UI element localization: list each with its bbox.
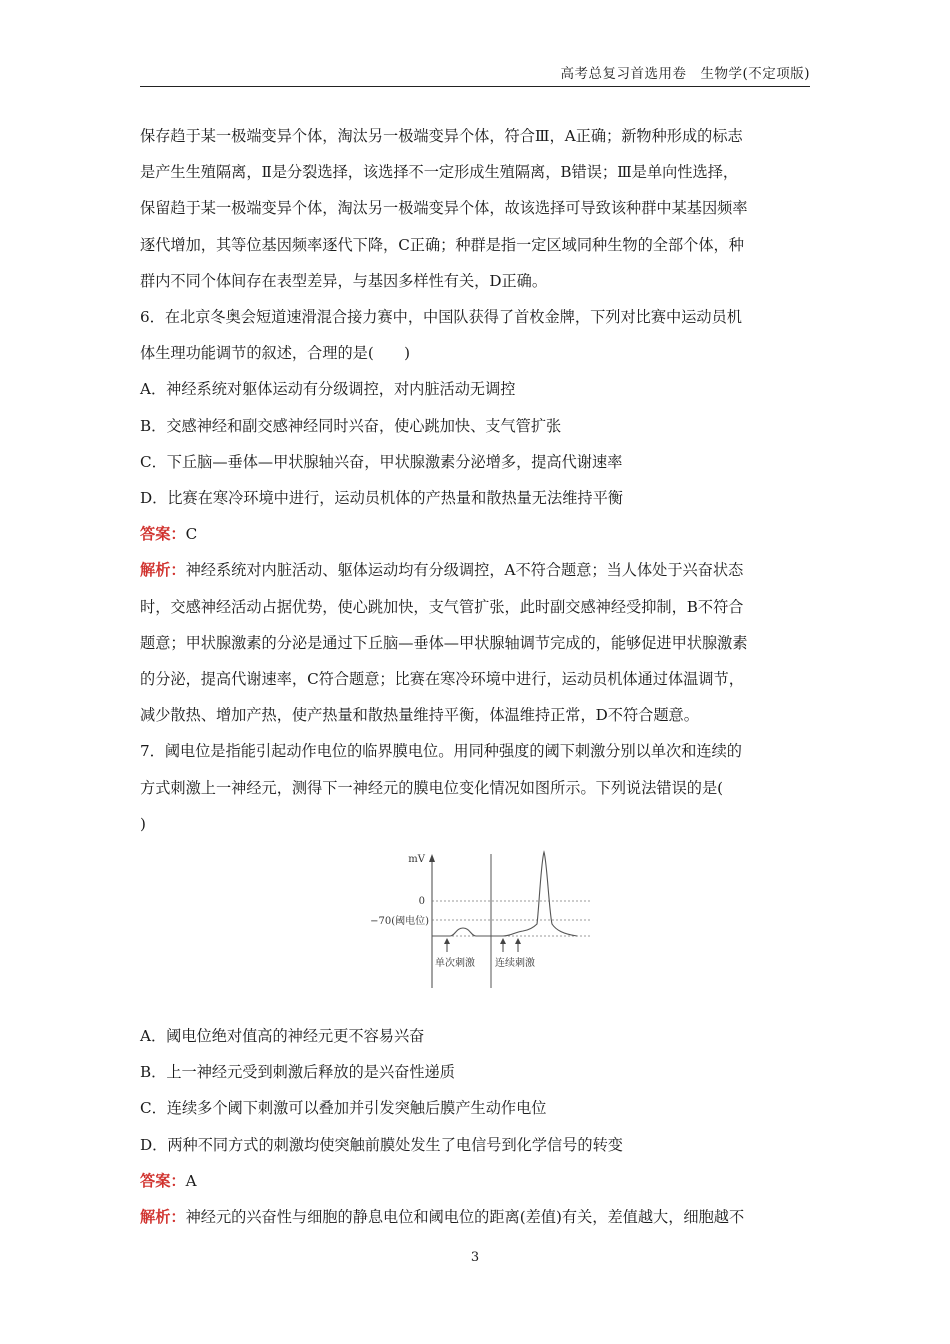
single-stimulus-label: 单次刺激 <box>435 958 475 970</box>
zero-label: 0 <box>418 896 425 908</box>
text-line: 是产生生殖隔离，Ⅱ是分裂选择，该选择不一定形成生殖隔离，B错误；Ⅲ是单向性选择， <box>140 163 739 182</box>
q7-option-c: C．连续多个阈下刺激可以叠加并引发突触后膜产生动作电位 <box>140 1099 547 1118</box>
analysis-text: 神经元的兴奋性与细胞的静息电位和阈电位的距离(差值)有关，差值越大，细胞越不 <box>185 1208 745 1227</box>
text-line: 题意；甲状腺激素的分泌是通过下丘脑—垂体—甲状腺轴调节完成的，能够促进甲状腺激素 <box>140 633 748 652</box>
potential-curve <box>432 852 577 936</box>
q7-option-d: D．两种不同方式的刺激均使突触前膜处发生了电信号到化学信号的转变 <box>140 1135 623 1154</box>
membrane-potential-figure <box>140 842 810 1018</box>
threshold-label: −70(阈电位) <box>370 916 429 928</box>
q7-stem: 7．阈电位是指能引起动作电位的临界膜电位。用同种强度的阈下刺激分别以单次和连续的 <box>140 742 742 761</box>
q7-option-b: B．上一神经元受到刺激后释放的是兴奋性递质 <box>140 1063 455 1082</box>
q6-analysis <box>140 552 810 588</box>
y-axis-arrow <box>429 854 435 862</box>
q6-option-d: D．比赛在寒冷环境中进行，运动员机体的产热量和散热量无法维持平衡 <box>140 489 623 508</box>
continuous-stimulus-label: 连续刺激 <box>495 958 535 970</box>
membrane-potential-diagram <box>355 848 595 1008</box>
y-unit-label: mV <box>408 854 425 866</box>
q6-stem: 6．在北京冬奥会短道速滑混合接力赛中，中国队获得了首枚金牌，下列对比赛中运动员机 <box>140 308 742 327</box>
page-number: 3 <box>470 1250 480 1265</box>
text-line: 逐代增加，其等位基因频率逐代下降，C正确；种群是指一定区域同种生物的全部个体，种 <box>140 235 744 254</box>
page-content <box>140 118 810 1235</box>
continuous-stimulus-arrowhead-2 <box>515 938 521 944</box>
header-rule <box>140 86 810 87</box>
analysis-label: 解析： <box>140 561 186 580</box>
q6-stem: 体生理功能调节的叙述，合理的是( ) <box>140 344 411 363</box>
q7-stem: 方式刺激上一神经元，测得下一神经元的膜电位变化情况如图所示。下列说法错误的是( <box>140 778 724 797</box>
q6-option-c: C．下丘脑—垂体—甲状腺轴兴奋，甲状腺激素分泌增多，提高代谢速率 <box>140 452 623 471</box>
continuous-stimulus-arrowhead-1 <box>500 938 506 944</box>
page-header: 高考总复习首选用卷 生物学(不定项版) <box>560 66 810 82</box>
text-line: 群内不同个体间存在表型差异，与基因多样性有关，D正确。 <box>140 271 548 290</box>
answer-value: A <box>185 1171 197 1190</box>
q7-stem: ) <box>140 814 146 833</box>
q6-answer <box>140 516 810 552</box>
analysis-label: 解析： <box>140 1208 186 1227</box>
analysis-text: 神经系统对内脏活动、躯体运动均有分级调控，A不符合题意；当人体处于兴奋状态 <box>185 561 744 580</box>
q7-analysis <box>140 1199 810 1235</box>
q7-answer <box>140 1163 810 1199</box>
text-line: 保存趋于某一极端变异个体，淘汰另一极端变异个体，符合Ⅲ，A正确；新物种形成的标志 <box>140 127 743 145</box>
text-line: 的分泌，提高代谢速率，C符合题意；比赛在寒冷环境中进行，运动员机体通过体温调节， <box>140 670 744 689</box>
single-stimulus-arrowhead <box>444 938 450 944</box>
q6-option-a: A．神经系统对躯体运动有分级调控，对内脏活动无调控 <box>140 380 516 399</box>
answer-value: C <box>185 525 198 544</box>
text-line: 保留趋于某一极端变异个体，淘汰另一极端变异个体，故该选择可导致该种群中某基因频率 <box>140 199 748 218</box>
q7-option-a: A．阈电位绝对值高的神经元更不容易兴奋 <box>140 1027 425 1046</box>
q6-option-b: B．交感神经和副交感神经同时兴奋，使心跳加快、支气管扩张 <box>140 416 562 435</box>
text-line: 减少散热、增加产热，使产热量和散热量维持平衡，体温维持正常，D不符合题意。 <box>140 706 699 725</box>
answer-label: 答案： <box>140 1171 186 1190</box>
answer-label: 答案： <box>140 525 186 544</box>
text-line: 时，交感神经活动占据优势，使心跳加快，支气管扩张，此时副交感神经受抑制，B不符合 <box>140 597 744 616</box>
